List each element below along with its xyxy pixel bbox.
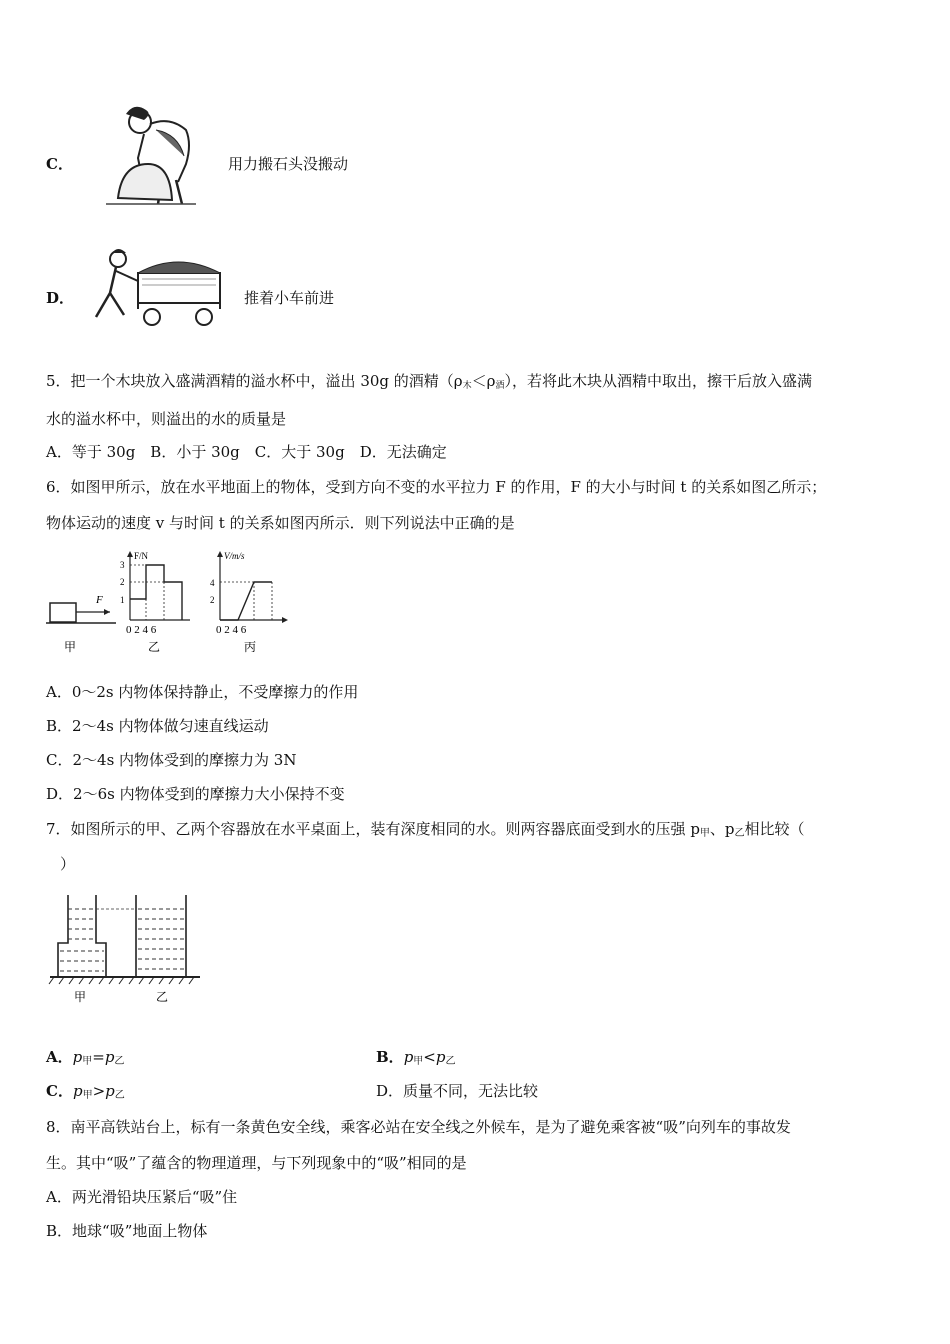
yi-caption: 乙: [148, 640, 161, 654]
figure-bing-velocity-graph: [210, 551, 288, 654]
q8-line1: 8．南平高铁站台上，标有一条黄色安全线，乘客必站在安全线之外候车，是为了避免乘客被“吸”向列车的事故发: [46, 1118, 791, 1136]
option-c-text: 用力搬石头没搬动: [228, 155, 349, 173]
yi-ytick-2: 2: [120, 577, 125, 587]
q7-line1: 7．如图所示的甲、乙两个容器放在水平桌面上，装有深度相同的水。则两容器底面受到水的压强 p甲、p乙相比较（: [46, 820, 805, 839]
force-label: F: [96, 594, 103, 606]
q7-jia-caption: 甲: [74, 990, 87, 1004]
q7-option-b: B．p甲<p乙: [376, 1048, 456, 1067]
q8-line2: 生。其中“吸”了蕴含的物理道理，与下列现象中的“吸”相同的是: [46, 1154, 467, 1172]
figure-yi-force-graph: [120, 551, 190, 654]
container-jia: [58, 895, 106, 1004]
bing-ytick-4: 4: [210, 578, 215, 588]
bing-ytick-2: 2: [210, 595, 215, 605]
q7-containers-figure: [44, 885, 204, 1010]
container-yi: [136, 895, 186, 1004]
bing-ylabel: V/m/s: [224, 551, 245, 561]
q6-option-a: A．0～2s 内物体保持静止，不受摩擦力的作用: [46, 683, 359, 701]
bing-xticks: 0 2 4 6: [216, 624, 247, 636]
q7-option-a: A．p甲=p乙: [46, 1048, 125, 1067]
q5-line2: 水的溢水杯中，则溢出的水的质量是: [46, 410, 287, 428]
q6-figure: [40, 545, 300, 660]
jia-caption: 甲: [64, 640, 77, 654]
q8-option-a: A．两光滑铅块压紧后“吸”住: [46, 1188, 238, 1206]
q7-option-c: C．p甲>p乙: [46, 1082, 125, 1101]
q7-yi-caption: 乙: [156, 990, 169, 1004]
option-d-letter: D．: [46, 289, 75, 307]
q6-line1: 6．如图甲所示，放在水平地面上的物体，受到方向不变的水平拉力 F 的作用，F 的大小与时间 t 的关系如图乙所示；: [46, 478, 827, 496]
q6-option-c: C．2～4s 内物体受到的摩擦力为 3N: [46, 751, 297, 769]
q8-option-b: B．地球“吸”地面上物体: [46, 1222, 208, 1240]
q6-option-d: D．2～6s 内物体受到的摩擦力大小保持不变: [46, 785, 345, 803]
figure-jia-block-force: [46, 594, 116, 654]
yi-ytick-3: 3: [120, 560, 125, 570]
option-d-text: 推着小车前进: [244, 289, 335, 307]
q5-line1: 5．把一个木块放入盛满酒精的溢水杯中，溢出 30g 的酒精$(\rho_木<\rho_酒)$，若将此木块从酒精中取出，擦干后放入盛满: [46, 372, 812, 391]
yi-ylabel: F/N: [134, 551, 149, 561]
q7-option-d: D．质量不同，无法比较: [376, 1082, 539, 1100]
yi-xticks: 0 2 4 6: [126, 624, 157, 636]
option-c-letter: C．: [46, 155, 73, 173]
person-pushing-cart-illustration: [80, 245, 225, 335]
bing-caption: 丙: [244, 640, 257, 654]
person-lifting-stone-illustration: [96, 100, 208, 210]
yi-ytick-1: 1: [120, 595, 125, 605]
q6-line2: 物体运动的速度 v 与时间 t 的关系如图丙所示．则下列说法中正确的是: [46, 514, 515, 532]
q5-options: A．等于 30g B．小于 30g C．大于 30g D．无法确定: [46, 443, 447, 461]
q7-line2: ）: [60, 855, 76, 873]
q6-option-b: B．2～4s 内物体做匀速直线运动: [46, 717, 269, 735]
